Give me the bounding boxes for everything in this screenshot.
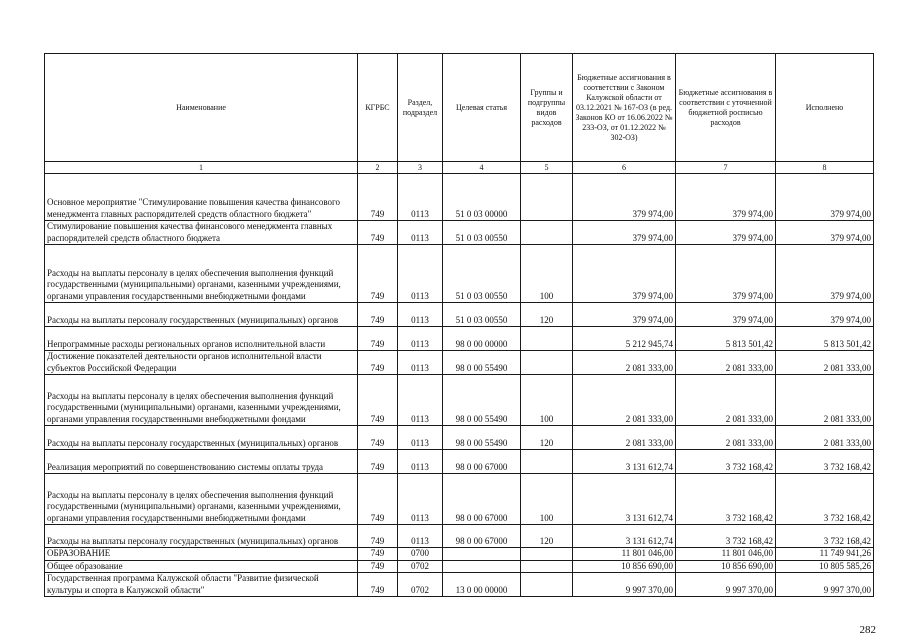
cell-executed: 379 974,00: [776, 174, 874, 221]
header-target: Целевая статья: [443, 54, 521, 162]
cell-section: 0113: [398, 221, 443, 245]
cell-kgrbs: 749: [358, 474, 398, 525]
column-number: 2: [358, 162, 398, 174]
cell-section: 0113: [398, 426, 443, 450]
cell-law: 3 131 612,74: [573, 525, 676, 548]
header-group: Группы и подгруппы видов расходов: [521, 54, 573, 162]
cell-target: 98 0 00 55490: [443, 426, 521, 450]
cell-name: Расходы на выплаты персоналу в целях обеспечения выполнения функций государственными (муниципальными) органами, казенными учреждениями, органами управления государственными внебюджетными фондами: [45, 474, 358, 525]
column-number: 7: [676, 162, 776, 174]
cell-law: 379 974,00: [573, 303, 676, 327]
table-body: [45, 174, 874, 597]
header-kgrbs: КГРБС: [358, 54, 398, 162]
cell-name: Расходы на выплаты персоналу государственных (муниципальных) органов: [45, 426, 358, 450]
header-name: Наименование: [45, 54, 358, 162]
cell-executed: 379 974,00: [776, 303, 874, 327]
cell-executed: 11 749 941,26: [776, 548, 874, 561]
cell-group: 100: [521, 474, 573, 525]
cell-target: 98 0 00 67000: [443, 450, 521, 474]
table-row: [45, 548, 874, 561]
cell-group: [521, 450, 573, 474]
cell-refined: 3 732 168,42: [676, 450, 776, 474]
cell-executed: 3 732 168,42: [776, 474, 874, 525]
cell-target: 51 0 03 00550: [443, 303, 521, 327]
table-row: [45, 474, 874, 525]
cell-refined: 379 974,00: [676, 221, 776, 245]
cell-refined: 10 856 690,00: [676, 560, 776, 573]
cell-executed: 5 813 501,42: [776, 327, 874, 351]
cell-group: [521, 351, 573, 375]
cell-group: [521, 327, 573, 351]
table-row: [45, 573, 874, 597]
cell-refined: 2 081 333,00: [676, 351, 776, 375]
cell-group: 100: [521, 375, 573, 426]
cell-section: 0113: [398, 450, 443, 474]
table-row: [45, 221, 874, 245]
cell-refined: 11 801 046,00: [676, 548, 776, 561]
cell-kgrbs: 749: [358, 573, 398, 597]
cell-executed: 9 997 370,00: [776, 573, 874, 597]
cell-name: Расходы на выплаты персоналу государственных (муниципальных) органов: [45, 303, 358, 327]
cell-name: Стимулирование повышения качества финансового менеджмента главных распорядителей средств областного бюджета: [45, 221, 358, 245]
table-row: [45, 375, 874, 426]
cell-law: 5 212 945,74: [573, 327, 676, 351]
cell-executed: 2 081 333,00: [776, 375, 874, 426]
header-refined: Бюджетные ассигнования в соответствии с уточненной бюджетной росписью расходов: [676, 54, 776, 162]
cell-law: 379 974,00: [573, 245, 676, 303]
cell-section: 0113: [398, 327, 443, 351]
cell-executed: 379 974,00: [776, 245, 874, 303]
page-number: 282: [859, 624, 876, 636]
cell-refined: 379 974,00: [676, 245, 776, 303]
cell-section: 0113: [398, 474, 443, 525]
cell-law: 2 081 333,00: [573, 375, 676, 426]
cell-kgrbs: 749: [358, 221, 398, 245]
cell-law: 379 974,00: [573, 174, 676, 221]
cell-law: 9 997 370,00: [573, 573, 676, 597]
cell-law: 3 131 612,74: [573, 450, 676, 474]
cell-law: 379 974,00: [573, 221, 676, 245]
cell-refined: 2 081 333,00: [676, 426, 776, 450]
cell-executed: 2 081 333,00: [776, 426, 874, 450]
cell-target: 13 0 00 00000: [443, 573, 521, 597]
cell-group: [521, 174, 573, 221]
column-number: 1: [45, 162, 358, 174]
cell-executed: 10 805 585,26: [776, 560, 874, 573]
column-number: 3: [398, 162, 443, 174]
cell-section: 0113: [398, 375, 443, 426]
cell-name: ОБРАЗОВАНИЕ: [45, 548, 358, 561]
column-number: 5: [521, 162, 573, 174]
cell-kgrbs: 749: [358, 560, 398, 573]
cell-group: [521, 548, 573, 561]
cell-law: 2 081 333,00: [573, 351, 676, 375]
cell-executed: 3 732 168,42: [776, 525, 874, 548]
table-row: [45, 426, 874, 450]
cell-target: 51 0 03 00000: [443, 174, 521, 221]
cell-name: Расходы на выплаты персоналу государственных (муниципальных) органов: [45, 525, 358, 548]
cell-kgrbs: 749: [358, 426, 398, 450]
cell-target: 98 0 00 55490: [443, 351, 521, 375]
cell-section: 0113: [398, 303, 443, 327]
cell-refined: 9 997 370,00: [676, 573, 776, 597]
cell-group: 120: [521, 426, 573, 450]
cell-section: 0702: [398, 573, 443, 597]
cell-target: 98 0 00 67000: [443, 474, 521, 525]
cell-name: Расходы на выплаты персоналу в целях обеспечения выполнения функций государственными (муниципальными) органами, казенными учреждениями, органами управления государственными внебюджетными фондами: [45, 375, 358, 426]
cell-refined: 379 974,00: [676, 174, 776, 221]
header-section: Раздел, подраздел: [398, 54, 443, 162]
table-row: [45, 245, 874, 303]
cell-name: Государственная программа Калужской области "Развитие физической культуры и спорта в Калужской области": [45, 573, 358, 597]
cell-law: 3 131 612,74: [573, 474, 676, 525]
table-row: [45, 351, 874, 375]
column-number-row: [45, 162, 874, 174]
cell-name: Реализация мероприятий по совершенствованию системы оплаты труда: [45, 450, 358, 474]
cell-group: 120: [521, 303, 573, 327]
cell-section: 0113: [398, 174, 443, 221]
header-executed: Исполнено: [776, 54, 874, 162]
cell-name: Непрограммные расходы региональных органов исполнительной власти: [45, 327, 358, 351]
table-row: [45, 525, 874, 548]
cell-law: 10 856 690,00: [573, 560, 676, 573]
cell-refined: 3 732 168,42: [676, 525, 776, 548]
cell-target: 51 0 03 00550: [443, 245, 521, 303]
cell-kgrbs: 749: [358, 548, 398, 561]
cell-law: 11 801 046,00: [573, 548, 676, 561]
column-number: 4: [443, 162, 521, 174]
cell-refined: 2 081 333,00: [676, 375, 776, 426]
header-law: Бюджетные ассигнования в соответствии с Законом Калужской области от 03.12.2021 № 167-ОЗ (в ред. Законов КО от 16.06.2022 № 233-ОЗ, от 01.12.2022 № 302-ОЗ): [573, 54, 676, 162]
cell-name: Общее образование: [45, 560, 358, 573]
cell-law: 2 081 333,00: [573, 426, 676, 450]
cell-target: [443, 560, 521, 573]
table-row: [45, 303, 874, 327]
column-number: 6: [573, 162, 676, 174]
cell-kgrbs: 749: [358, 375, 398, 426]
cell-name: Расходы на выплаты персоналу в целях обеспечения выполнения функций государственными (муниципальными) органами, казенными учреждениями, органами управления государственными внебюджетными фондами: [45, 245, 358, 303]
cell-section: 0113: [398, 245, 443, 303]
cell-kgrbs: 749: [358, 303, 398, 327]
cell-executed: 2 081 333,00: [776, 351, 874, 375]
cell-group: [521, 560, 573, 573]
header-row: [45, 54, 874, 162]
table-row: [45, 560, 874, 573]
cell-target: 51 0 03 00550: [443, 221, 521, 245]
cell-kgrbs: 749: [358, 351, 398, 375]
cell-kgrbs: 749: [358, 450, 398, 474]
cell-refined: 3 732 168,42: [676, 474, 776, 525]
cell-group: [521, 573, 573, 597]
cell-executed: 3 732 168,42: [776, 450, 874, 474]
table-row: [45, 327, 874, 351]
cell-group: [521, 221, 573, 245]
cell-kgrbs: 749: [358, 174, 398, 221]
cell-refined: 5 813 501,42: [676, 327, 776, 351]
cell-target: [443, 548, 521, 561]
cell-name: Основное мероприятие "Стимулирование повышения качества финансового менеджмента главных распорядителей средств областного бюджета": [45, 174, 358, 221]
cell-target: 98 0 00 55490: [443, 375, 521, 426]
cell-section: 0113: [398, 351, 443, 375]
cell-kgrbs: 749: [358, 525, 398, 548]
table-row: [45, 174, 874, 221]
cell-target: 98 0 00 67000: [443, 525, 521, 548]
cell-refined: 379 974,00: [676, 303, 776, 327]
budget-table: [44, 53, 874, 597]
cell-executed: 379 974,00: [776, 221, 874, 245]
cell-target: 98 0 00 00000: [443, 327, 521, 351]
cell-group: 120: [521, 525, 573, 548]
column-number: 8: [776, 162, 874, 174]
table-row: [45, 450, 874, 474]
cell-name: Достижение показателей деятельности органов исполнительной власти субъектов Российской Федерации: [45, 351, 358, 375]
cell-kgrbs: 749: [358, 245, 398, 303]
cell-group: 100: [521, 245, 573, 303]
cell-kgrbs: 749: [358, 327, 398, 351]
cell-section: 0113: [398, 525, 443, 548]
cell-section: 0700: [398, 548, 443, 561]
cell-section: 0702: [398, 560, 443, 573]
